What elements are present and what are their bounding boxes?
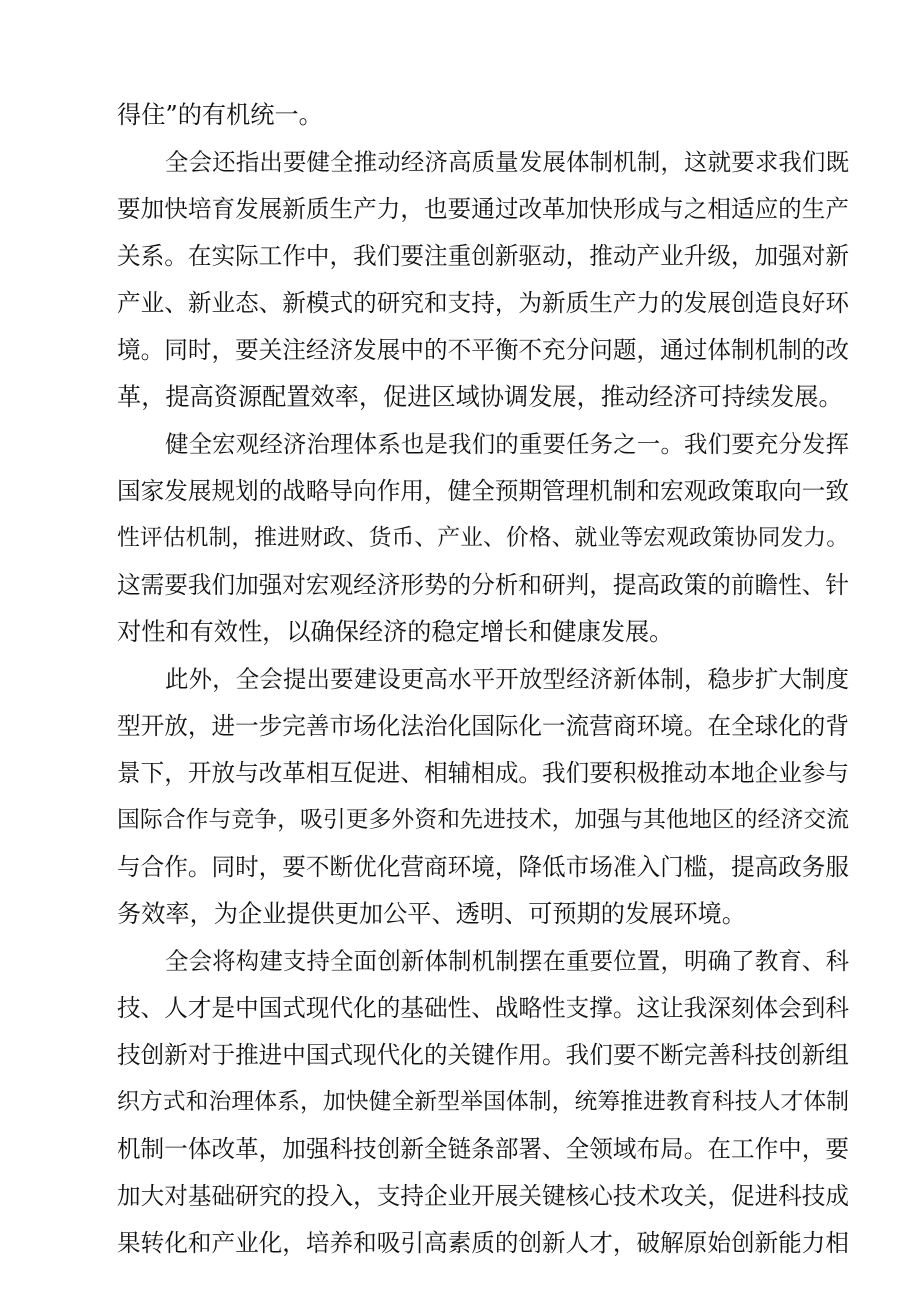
- text-line: 织方式和治理体系，加快健全新型举国体制，统筹推进教育科技人才体制: [117, 1089, 849, 1115]
- text-line: 关系。在实际工作中，我们要注重创新驱动，推动产业升级，加强对新: [117, 242, 849, 270]
- paragraph-first-line: 健全宏观经济治理体系也是我们的重要任务之一。我们要充分发挥: [165, 430, 849, 458]
- text-line: 技创新对于推进中国式现代化的关键作用。我们要不断完善科技创新组: [117, 1041, 849, 1069]
- text-line: 革，提高资源配置效率，促进区域协调发展，推动经济可持续发展。: [117, 383, 843, 411]
- text-line: 对性和有效性，以确保经济的稳定增长和健康发展。: [117, 618, 674, 646]
- text-line: 国家发展规划的战略导向作用，健全预期管理机制和宏观政策取向一致: [117, 477, 849, 505]
- text-line: 境。同时，要关注经济发展中的不平衡不充分问题，通过体制机制的改: [117, 336, 849, 364]
- text-line: 加大对基础研究的投入，支持企业开展关键核心技术攻关，促进科技成: [117, 1182, 849, 1210]
- text-line: 与合作。同时，要不断优化营商环境，降低市场准入门槛，提高政务服: [117, 853, 849, 881]
- text-line: 型开放，进一步完善市场化法治化国际化一流营商环境。在全球化的背: [117, 712, 849, 740]
- document-body: [117, 92, 849, 1267]
- text-line: 景下，开放与改革相互促进、相辅相成。我们要积极推动本地企业参与: [117, 759, 849, 787]
- text-line: 要加快培育发展新质生产力，也要通过改革加快形成与之相适应的生产: [117, 195, 849, 223]
- text-line: 得住”的有机统一。: [117, 101, 323, 129]
- paragraph-first-line: 此外，全会提出要建设更高水平开放型经济新体制，稳步扩大制度: [165, 665, 849, 693]
- text-line: 产业、新业态、新模式的研究和支持，为新质生产力的发展创造良好环: [117, 289, 849, 317]
- paragraph-first-line: 全会将构建支持全面创新体制机制摆在重要位置，明确了教育、科: [165, 947, 849, 975]
- text-line: 果转化和产业化，培养和吸引高素质的创新人才，破解原始创新能力相: [117, 1229, 849, 1257]
- text-line: 机制一体改革，加强科技创新全链条部署、全领域布局。在工作中，要: [117, 1135, 849, 1163]
- text-line: 国际合作与竞争，吸引更多外资和先进技术，加强与其他地区的经济交流: [117, 807, 849, 833]
- text-line: 这需要我们加强对宏观经济形势的分析和研判，提高政策的前瞻性、针: [117, 571, 849, 599]
- text-line: 性评估机制，推进财政、货币、产业、价格、就业等宏观政策协同发力。: [117, 525, 849, 551]
- text-line: 务效率，为企业提供更加公平、透明、可预期的发展环境。: [117, 900, 746, 928]
- text-line: 技、人才是中国式现代化的基础性、战略性支撑。这让我深刻体会到科: [117, 994, 849, 1022]
- paragraph-first-line: 全会还指出要健全推动经济高质量发展体制机制，这就要求我们既: [165, 148, 849, 176]
